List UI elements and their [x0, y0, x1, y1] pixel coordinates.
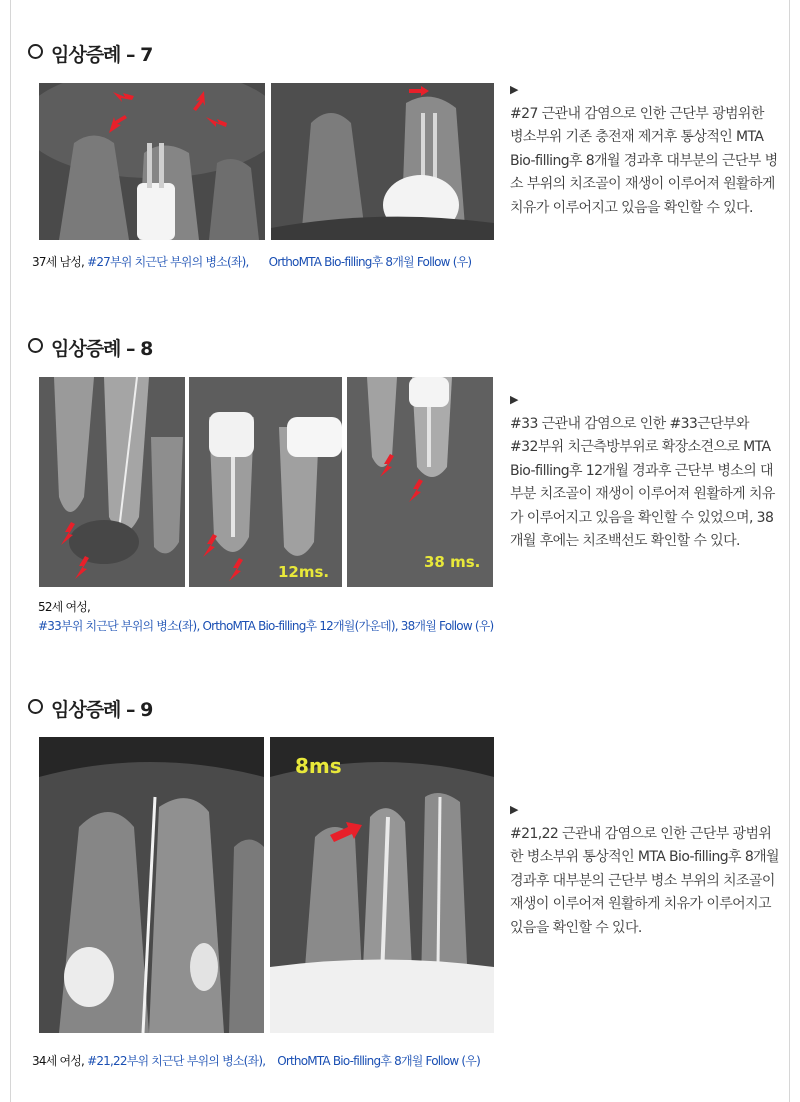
circle-bullet-icon [28, 699, 43, 714]
description-case7: ▶ #27 근관내 감염으로 인한 근단부 광범위한 병소부위 기존 충전재 제거후 통상적인 MTA Bio-filling후 8개월 경과후 대부분의 근단부 병소 부위의 치조골이 재생이 이루어져 원활하게 치유가 이루어지고 있음을 확인할 수 있다. [510, 78, 780, 220]
xray-label-8ms: 8ms [295, 754, 342, 778]
xray-label-12ms: 12ms. [278, 563, 330, 581]
triangle-bullet-icon: ▶ [510, 393, 518, 406]
xray-case8-left [39, 377, 185, 587]
case-9-title: 임상증례 – 9 [28, 695, 152, 722]
case-7-title: 임상증례 – 7 [28, 40, 152, 67]
caption-case9: 34세 여성, #21,22부위 치근단 부위의 병소(좌), OrthoMTA Bio-filling후 8개월 Follow (우) [32, 1054, 480, 1068]
description-case8: ▶ #33 근관내 감염으로 인한 #33근단부와 #32부위 치근측방부위로 확장소견으로 MTA Bio-filling후 12개월 경과후 근단부 병소의 대부분 치조골이 재생이 이루어져 원활하게 치유가 이루어지고 있음을 확인할 수 있었으며, 38개월 후에는 치조백선도 확인할 수 있다. [510, 388, 780, 554]
circle-bullet-icon [28, 338, 43, 353]
description-case9: ▶ #21,22 근관내 감염으로 인한 근단부 광범위한 병소부위 통상적인 MTA Bio-filling후 8개월 경과후 대부분의 근단부 병소 부위의 치조골이 재생이 이루어져 원활하게 치유가 이루어지고 있음을 확인할 수 있다. [510, 798, 780, 940]
xray-case7-left [39, 83, 265, 240]
xray-case9-right [270, 737, 494, 1033]
xray-case8-middle [189, 377, 342, 587]
caption-case8-line1: 52세 여성, [38, 600, 91, 614]
caption-case8-line2: #33부위 치근단 부위의 병소(좌), OrthoMTA Bio-filling후 12개월(가운데), 38개월 Follow (우) [38, 619, 494, 633]
circle-bullet-icon [28, 44, 43, 59]
xray-case9-left [39, 737, 264, 1033]
caption-case7: 37세 남성, #27부위 치근단 부위의 병소(좌), OrthoMTA Bio-filling후 8개월 Follow (우) [32, 255, 472, 269]
triangle-bullet-icon: ▶ [510, 803, 518, 816]
xray-case7-right [271, 83, 494, 240]
xray-label-38ms: 38 ms. [424, 553, 481, 571]
case-8-title: 임상증례 – 8 [28, 334, 152, 361]
triangle-bullet-icon: ▶ [510, 83, 518, 96]
